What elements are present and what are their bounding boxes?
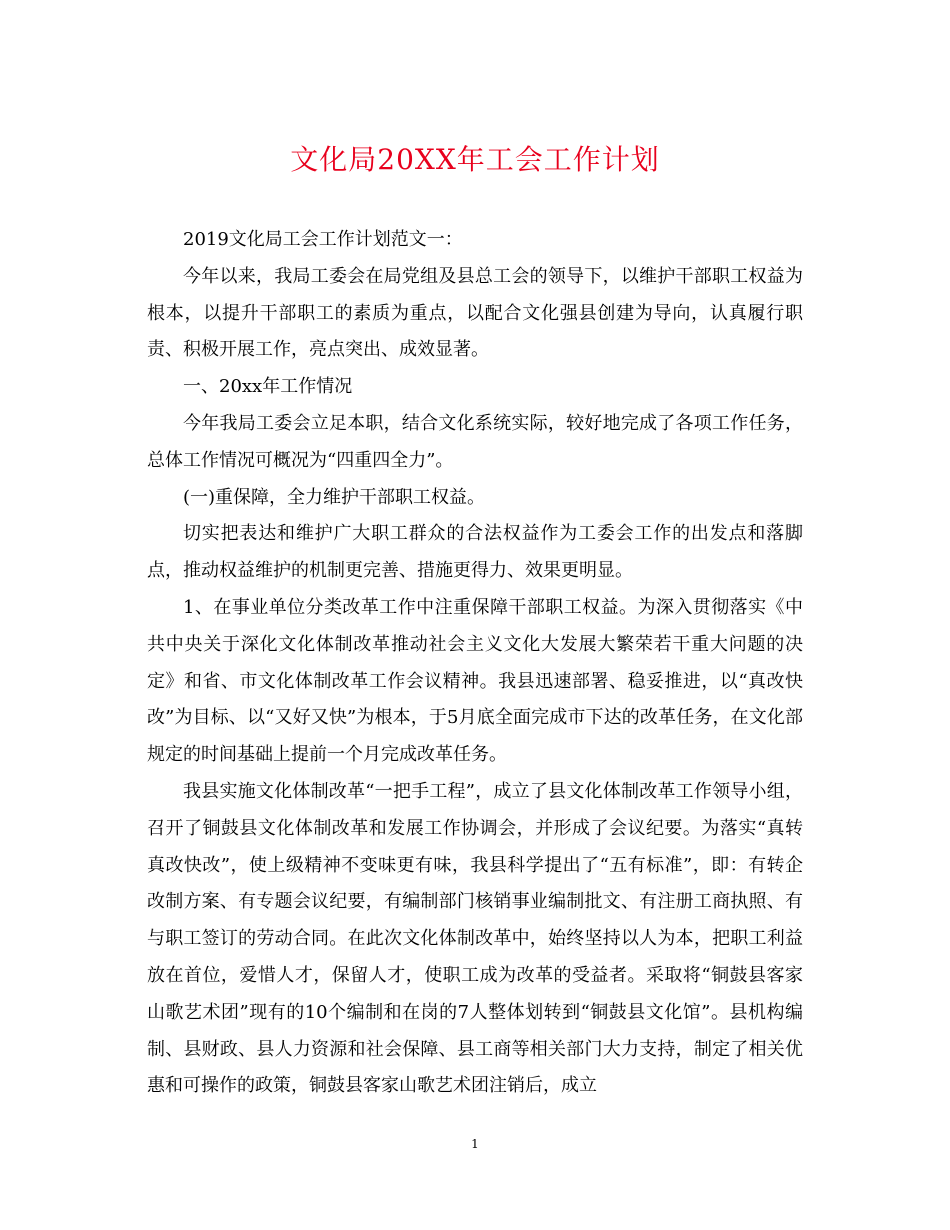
section-heading: 一、20xx年工作情况 xyxy=(183,376,353,398)
paragraph: 今年以来，我局工委会在局党组及县总工会的领导下，以维护干部职工权益为根本，以提升干部职工的素质为重点，以配合文化强县创建为导向，认真履行职责、积极开展工作，亮点突出、成效显著。 xyxy=(147,265,803,361)
document-body xyxy=(147,222,803,1105)
page-number: 1 xyxy=(471,1137,479,1151)
paragraph: 2019文化局工会工作计划范文一： xyxy=(183,229,463,250)
paragraph: 1、在事业单位分类改革工作中注重保障干部职工权益。为深入贯彻落实《中共中央关于深化文化体制改革推动社会主义文化大发展大繁荣若干重大问题的决定》和省、市文化体制改革工作会议精神。我县迅速部署、稳妥推进，以“真改快改”为目标、以“又好又快”为根本，于5月底全面完成市下达的改革任务，在文化部规定的时间基础上提前一个月完成改革任务。 xyxy=(147,596,803,766)
subsection-heading: (一)重保障，全力维护干部职工权益。 xyxy=(183,486,486,508)
paragraph: 我县实施文化体制改革“一把手工程”，成立了县文化体制改革工作领导小组，召开了铜鼓县文化体制改革和发展工作协调会，并形成了会议纪要。为落实“真转真改快改”，使上级精神不变味更有味，我县科学提出了“五有标准”，即：有转企改制方案、有专题会议纪要，有编制部门核销事业编制批文、有注册工商执照、有与职工签订的劳动合同。在此次文化体制改革中，始终坚持以人为本，把职工利益放在首位，爱惜人才，保留人才，使职工成为改革的受益者。采取将“铜鼓县客家山歌艺术团”现有的10个编制和在岗的7人整体划转到“铜鼓县文化馆”。县机构编制、县财政、县人力资源和社会保障、县工商等相关部门大力支持，制定了相关优惠和可操作的政策，铜鼓县客家山歌艺术团注销后，成立 xyxy=(147,780,803,1097)
paragraph: 今年我局工委会立足本职，结合文化系统实际，较好地完成了各项工作任务，总体工作情况可概况为“四重四全力”。 xyxy=(147,412,803,471)
paragraph: 切实把表达和维护广大职工群众的合法权益作为工委会工作的出发点和落脚点，推动权益维护的机制更完善、措施更得力、效果更明显。 xyxy=(147,523,803,582)
document-title: 文化局20XX年工会工作计划 xyxy=(290,143,660,176)
